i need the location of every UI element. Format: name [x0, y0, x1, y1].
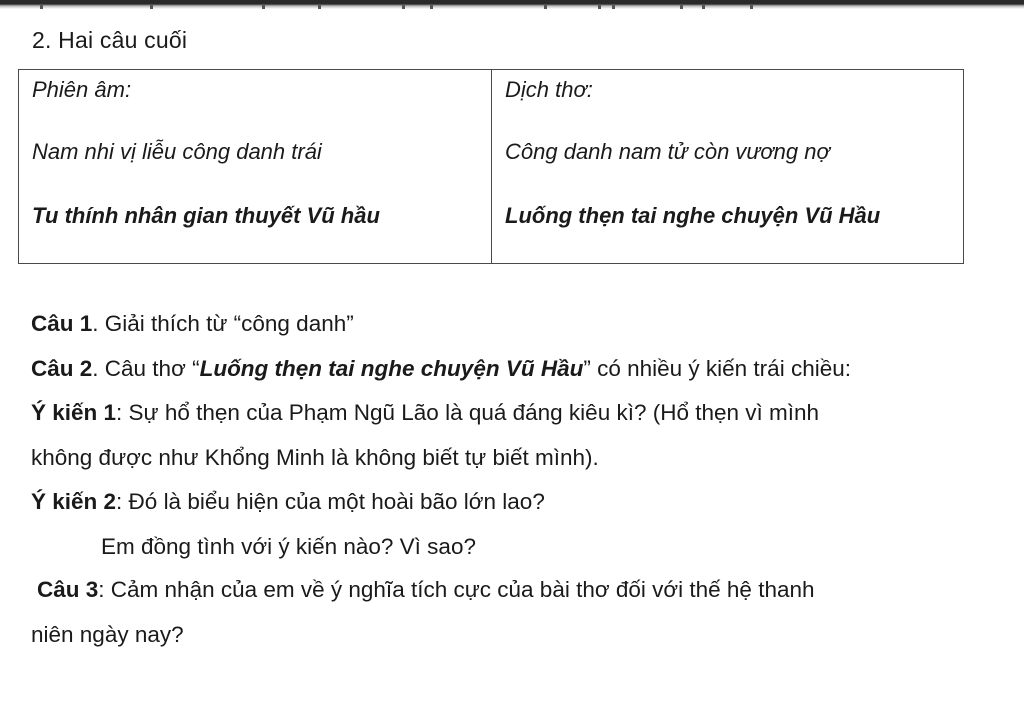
opinion-1-text: : Sự hổ thẹn của Phạm Ngũ Lão là quá đáng kiêu kì? (Hổ thẹn vì mình [116, 400, 820, 425]
opinion-2-label: Ý kiến 2 [31, 489, 117, 514]
top-cropped-text-band [0, 0, 1024, 9]
poem-table [18, 69, 964, 264]
question-2-text-b: ” có nhiều ý kiến trái chiều: [583, 356, 851, 381]
cropped-glyph [598, 4, 601, 9]
cropped-glyph [318, 4, 321, 9]
cropped-glyph [40, 4, 43, 9]
question-3 [37, 577, 815, 603]
question-3-text: : Cảm nhận của em về ý nghĩa tích cực của bài thơ đối với thế hệ thanh [98, 577, 815, 602]
cropped-glyph [262, 4, 265, 9]
opinion-2-text: : Đó là biểu hiện của một hoài bão lớn lao? [116, 489, 545, 514]
question-2 [31, 356, 851, 382]
opinion-2 [31, 489, 545, 515]
cropped-glyph [430, 4, 433, 9]
opinion-1-label: Ý kiến 1 [31, 400, 117, 425]
question-2-quote: Luống thẹn tai nghe chuyện Vũ Hầu [199, 356, 584, 381]
cropped-glyph [680, 4, 683, 9]
question-2-label: Câu 2 [31, 356, 93, 381]
cropped-glyph [750, 4, 753, 9]
phien-am-line-2: Tu thính nhân gian thuyết Vũ hầu [32, 203, 380, 228]
cropped-glyph [150, 4, 153, 9]
phien-am-line-1: Nam nhi vị liễu công danh trái [32, 139, 322, 164]
opinion-1-continued: không được như Khổng Minh là không biết tự biết mình). [31, 445, 599, 470]
cropped-glyph [702, 4, 705, 9]
question-1-text: . Giải thích từ “công danh” [92, 311, 354, 336]
dich-tho-header: Dịch thơ: [505, 77, 593, 102]
question-2-text-a: . Câu thơ “ [92, 356, 200, 381]
opinion-1 [31, 400, 819, 426]
section-title: 2. Hai câu cuối [32, 27, 188, 53]
cropped-glyph [612, 4, 615, 9]
cropped-glyph [544, 4, 547, 9]
ask-line: Em đồng tình với ý kiến nào? Vì sao? [101, 534, 476, 559]
question-3-continued: niên ngày nay? [31, 622, 184, 647]
dich-tho-line-1: Công danh nam tử còn vương nợ [505, 139, 830, 164]
phien-am-header: Phiên âm: [32, 77, 132, 102]
question-1 [31, 311, 354, 337]
cropped-glyph [402, 4, 405, 9]
phien-am-column [19, 70, 492, 263]
question-3-label: Câu 3 [37, 577, 99, 602]
dich-tho-line-2: Luống thẹn tai nghe chuyện Vũ Hầu [505, 203, 881, 228]
dich-tho-column [492, 70, 963, 263]
question-1-label: Câu 1 [31, 311, 93, 336]
